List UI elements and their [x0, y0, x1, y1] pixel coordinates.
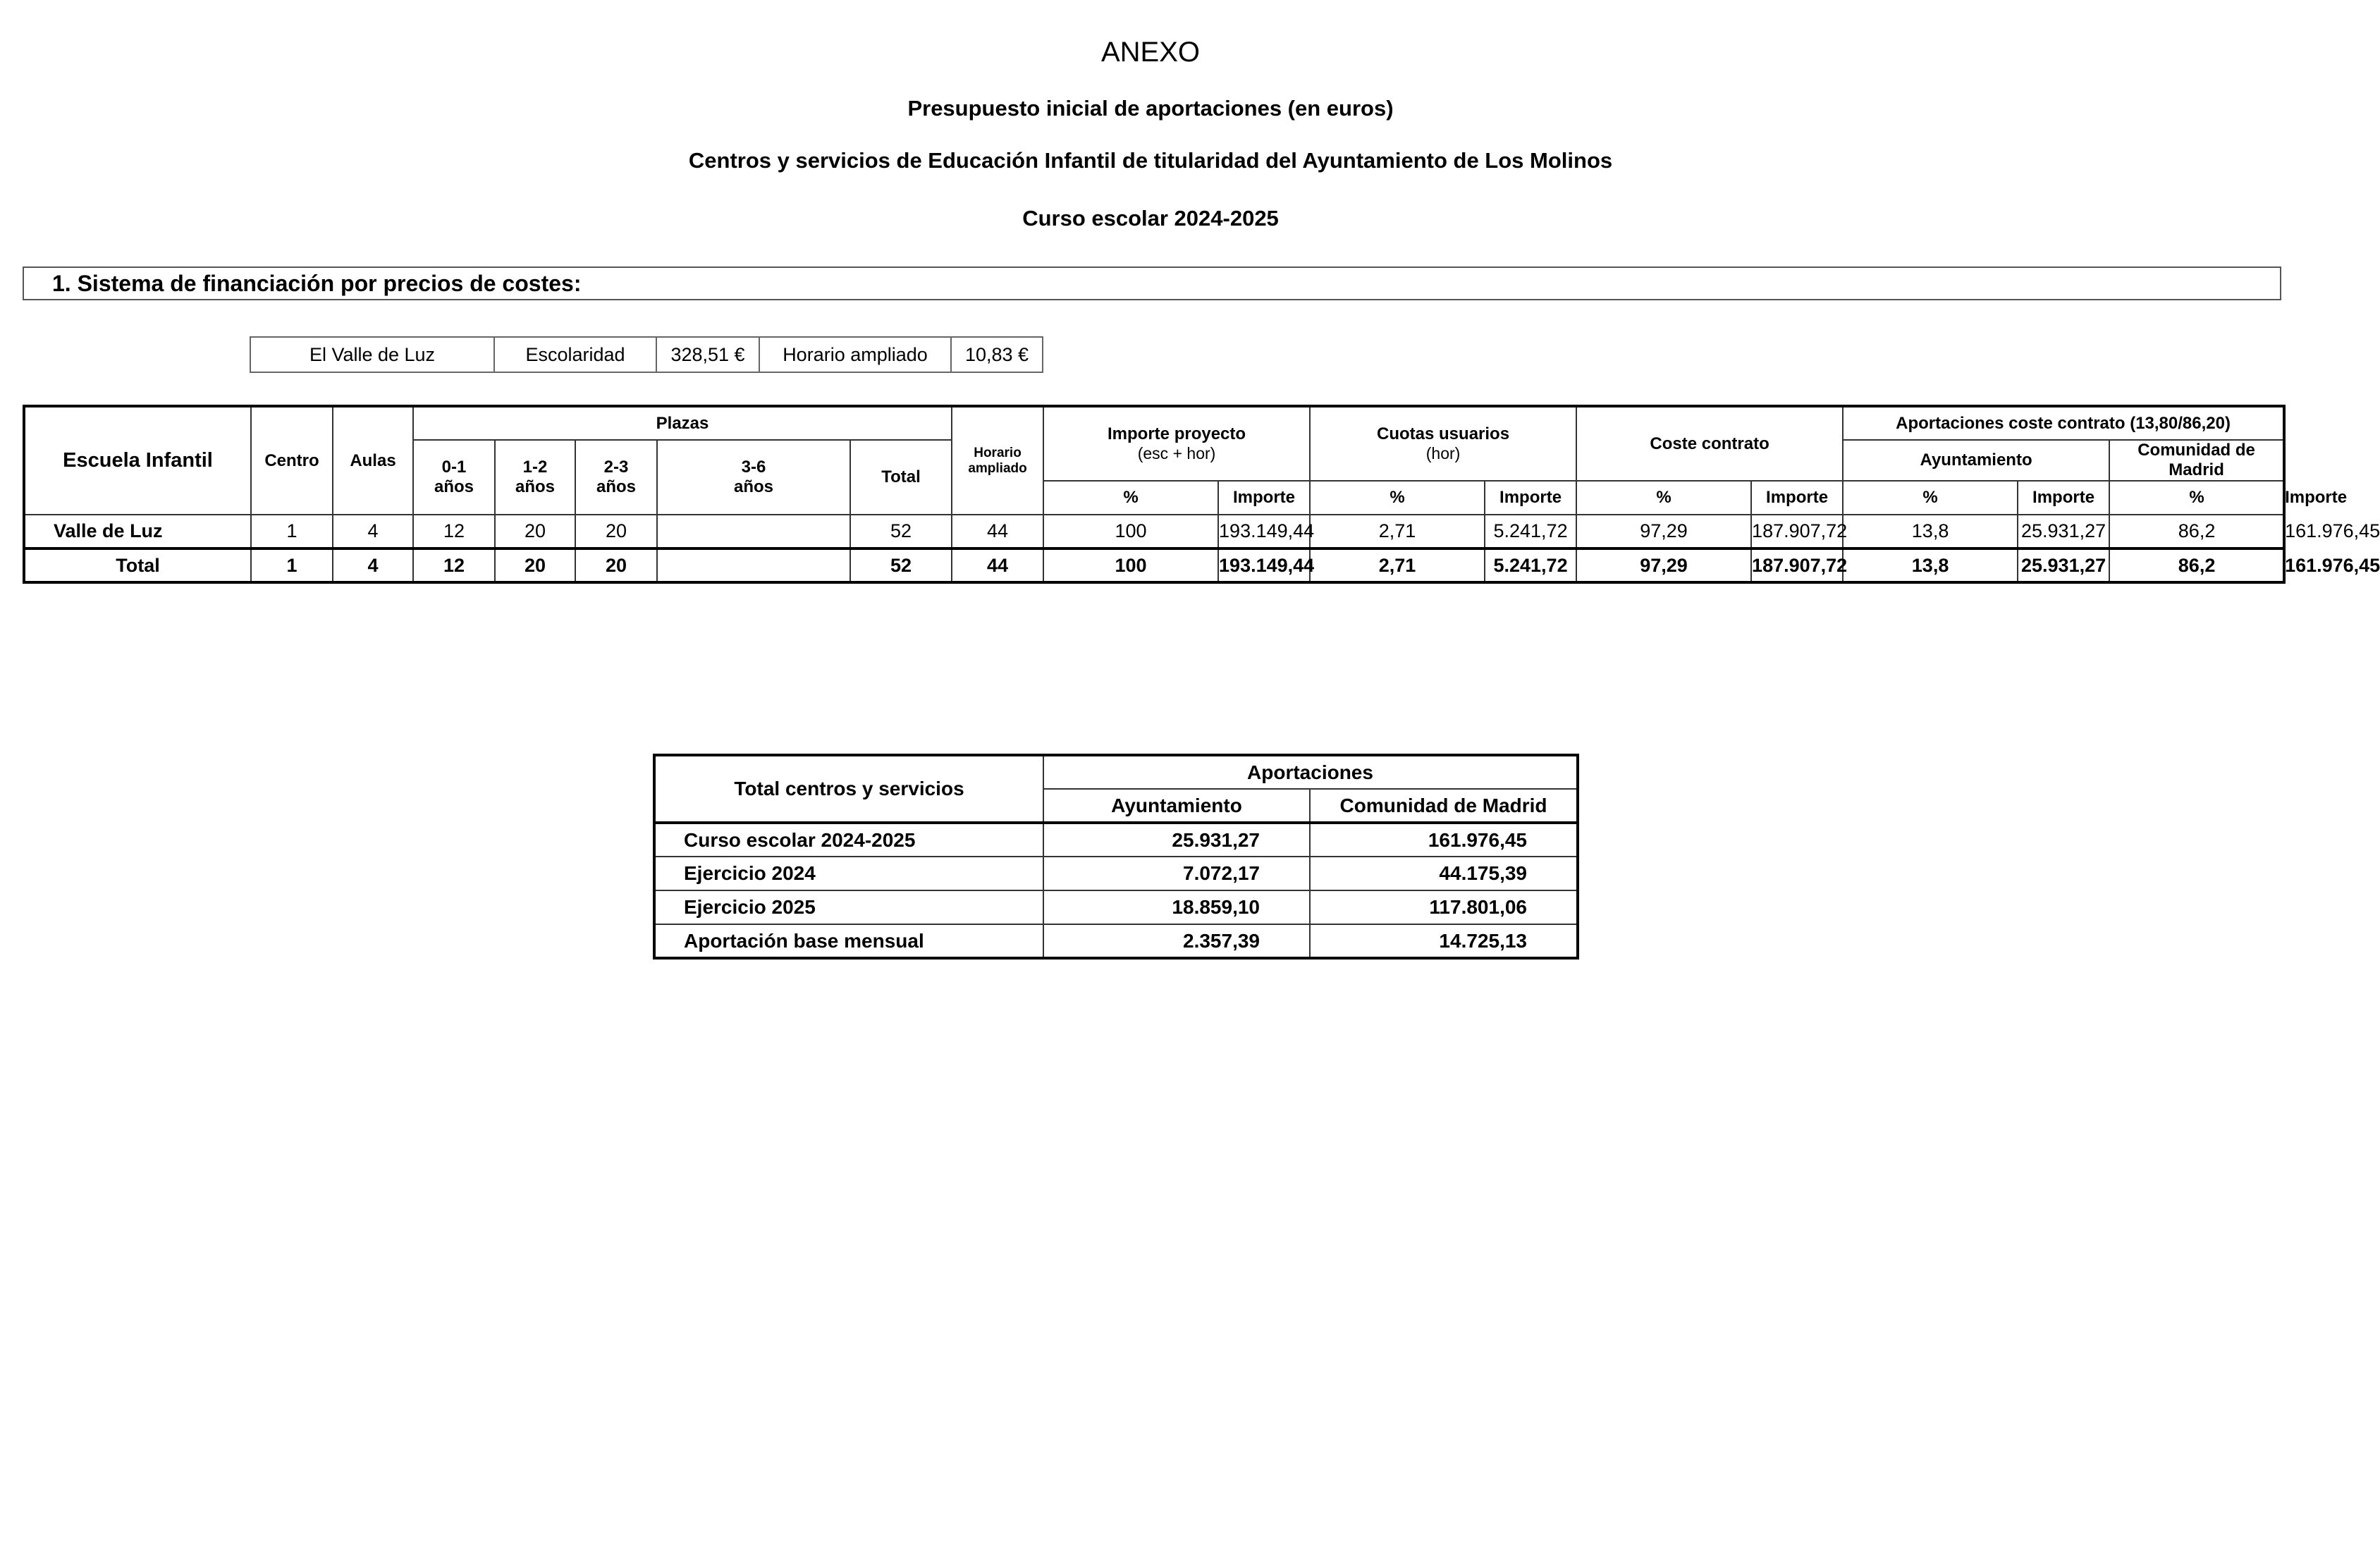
course-heading: Curso escolar 2024-2025 — [1022, 206, 1279, 231]
total-ay-importe: 25.931,27 — [2018, 548, 2109, 582]
table-row — [654, 924, 1578, 958]
header-ay-pct: % — [1843, 481, 2018, 515]
total-centro: 1 — [251, 548, 333, 582]
summary-row-label: Ejercicio 2025 — [654, 890, 1043, 924]
total-cu-importe: 5.241,72 — [1485, 548, 1576, 582]
header-ip-importe: Importe — [1218, 481, 1310, 515]
total-aulas: 4 — [333, 548, 413, 582]
summary-row-ayuntamiento: 25.931,27 — [1043, 823, 1310, 857]
section-1-title: 1. Sistema de financiación por precios de costes: — [23, 266, 2281, 300]
summary-row-label: Aportación base mensual — [654, 924, 1043, 958]
table-row: Valle de Luz 1 4 12 20 20 52 44 100 193.149,44 2,71 5.241,72 97,29 187.907,72 13,8 25.931,27 86,2 161.976,45 — [24, 515, 2284, 548]
header-ay-importe: Importe — [2018, 481, 2109, 515]
budget-subtitle: Presupuesto inicial de aportaciones (en euros) — [907, 96, 1394, 121]
escolaridad-value: 328,51 € — [656, 337, 759, 372]
summary-header-comunidad: Comunidad de Madrid — [1310, 789, 1578, 823]
summary-header-ayuntamiento: Ayuntamiento — [1043, 789, 1310, 823]
summary-row-ayuntamiento: 7.072,17 — [1043, 857, 1310, 890]
header-plazas: Plazas — [413, 406, 952, 440]
row-cc-importe: 187.907,72 — [1751, 515, 1843, 548]
summary-row-ayuntamiento: 18.859,10 — [1043, 890, 1310, 924]
header-horario-ampliado: Horario ampliado — [952, 406, 1043, 515]
escolaridad-label: Escolaridad — [494, 337, 656, 372]
summary-header-aportaciones: Aportaciones — [1043, 755, 1578, 789]
summary-row-comunidad: 117.801,06 — [1310, 890, 1578, 924]
header-plazas-1-2: 1-2 años — [495, 440, 575, 515]
financing-table: Escuela Infantil Centro Aulas Plazas Horario ampliado Importe proyecto (esc + hor) Cuotas usuarios (hor) Coste contrato Aportaciones coste contrato (13,80/86,20) 0-1 años 1-2 años 2-3 años 3-6 años Total Ayuntamiento Comunidad de Madrid % Importe % Importe % Importe % Importe % Importe Valle de Luz 1 4 12 20 20 52 44 100 193.149,44 2,71 5.241,72 97,29 187.907,72 13,8 25.931,27 86,2 161.976,45 Total 1 4 12 20 20 52 44 100 193.149,44 2,71 5.241,72 97,29 187.907,72 13,8 25.931,27 86,2 161.976,45 — [23, 405, 2286, 584]
header-cc-pct: % — [1576, 481, 1751, 515]
header-centro: Centro — [251, 406, 333, 515]
horario-ampliado-value: 10,83 € — [951, 337, 1043, 372]
centers-heading: Centros y servicios de Educación Infantil de titularidad del Ayuntamiento de Los Molinos — [688, 148, 1613, 173]
rates-school-name: El Valle de Luz — [250, 337, 494, 372]
summary-row-label: Ejercicio 2024 — [654, 857, 1043, 890]
row-cm-pct: 86,2 — [2109, 515, 2284, 548]
summary-table — [653, 754, 1579, 960]
row-p23: 20 — [575, 515, 657, 548]
header-plazas-0-1: 0-1 años — [413, 440, 495, 515]
header-escuela: Escuela Infantil — [24, 406, 251, 515]
row-cu-pct: 2,71 — [1310, 515, 1485, 548]
horario-ampliado-label: Horario ampliado — [759, 337, 951, 372]
header-cu-pct: % — [1310, 481, 1485, 515]
header-cm-pct: % — [2109, 481, 2284, 515]
total-p36 — [657, 548, 850, 582]
row-name: Valle de Luz — [24, 515, 251, 548]
header-plazas-3-6: 3-6 años — [657, 440, 850, 515]
total-cm-pct: 86,2 — [2109, 548, 2284, 582]
row-cu-importe: 5.241,72 — [1485, 515, 1576, 548]
annex-title: ANEXO — [1100, 37, 1201, 68]
table-row — [654, 857, 1578, 890]
row-ay-pct: 13,8 — [1843, 515, 2018, 548]
total-p23: 20 — [575, 548, 657, 582]
row-p01: 12 — [413, 515, 495, 548]
header-plazas-2-3: 2-3 años — [575, 440, 657, 515]
summary-row-comunidad: 44.175,39 — [1310, 857, 1578, 890]
row-ip-pct: 100 — [1043, 515, 1218, 548]
row-cc-pct: 97,29 — [1576, 515, 1751, 548]
total-cu-pct: 2,71 — [1310, 548, 1485, 582]
total-p12: 20 — [495, 548, 575, 582]
summary-row-comunidad: 14.725,13 — [1310, 924, 1578, 958]
row-p12: 20 — [495, 515, 575, 548]
total-name: Total — [24, 548, 251, 582]
total-ip-importe: 193.149,44 — [1218, 548, 1310, 582]
table-row — [654, 890, 1578, 924]
header-aulas: Aulas — [333, 406, 413, 515]
total-cc-pct: 97,29 — [1576, 548, 1751, 582]
row-horario: 44 — [952, 515, 1043, 548]
header-ip-pct: % — [1043, 481, 1218, 515]
header-cuotas-usuarios: Cuotas usuarios (hor) — [1310, 406, 1576, 481]
row-total: 52 — [850, 515, 952, 548]
header-coste-contrato: Coste contrato — [1576, 406, 1843, 481]
table-row — [654, 823, 1578, 857]
row-centro: 1 — [251, 515, 333, 548]
summary-header-label: Total centros y servicios — [654, 755, 1043, 823]
total-ay-pct: 13,8 — [1843, 548, 2018, 582]
summary-row-ayuntamiento: 2.357,39 — [1043, 924, 1310, 958]
total-ip-pct: 100 — [1043, 548, 1218, 582]
total-row: Total 1 4 12 20 20 52 44 100 193.149,44 2,71 5.241,72 97,29 187.907,72 13,8 25.931,27 86,2 161.976,45 — [24, 548, 2284, 582]
header-aportaciones: Aportaciones coste contrato (13,80/86,20) — [1843, 406, 2284, 440]
header-importe-proyecto: Importe proyecto (esc + hor) — [1043, 406, 1310, 481]
total-total: 52 — [850, 548, 952, 582]
total-cc-importe: 187.907,72 — [1751, 548, 1843, 582]
row-ay-importe: 25.931,27 — [2018, 515, 2109, 548]
total-horario: 44 — [952, 548, 1043, 582]
summary-row-label: Curso escolar 2024-2025 — [654, 823, 1043, 857]
summary-row-comunidad: 161.976,45 — [1310, 823, 1578, 857]
header-comunidad: Comunidad de Madrid — [2109, 440, 2284, 481]
header-cu-importe: Importe — [1485, 481, 1576, 515]
row-ip-importe: 193.149,44 — [1218, 515, 1310, 548]
header-cc-importe: Importe — [1751, 481, 1843, 515]
header-ayuntamiento: Ayuntamiento — [1843, 440, 2109, 481]
header-plazas-total: Total — [850, 440, 952, 515]
row-p36 — [657, 515, 850, 548]
row-aulas: 4 — [333, 515, 413, 548]
total-p01: 12 — [413, 548, 495, 582]
rates-table — [250, 336, 1043, 373]
